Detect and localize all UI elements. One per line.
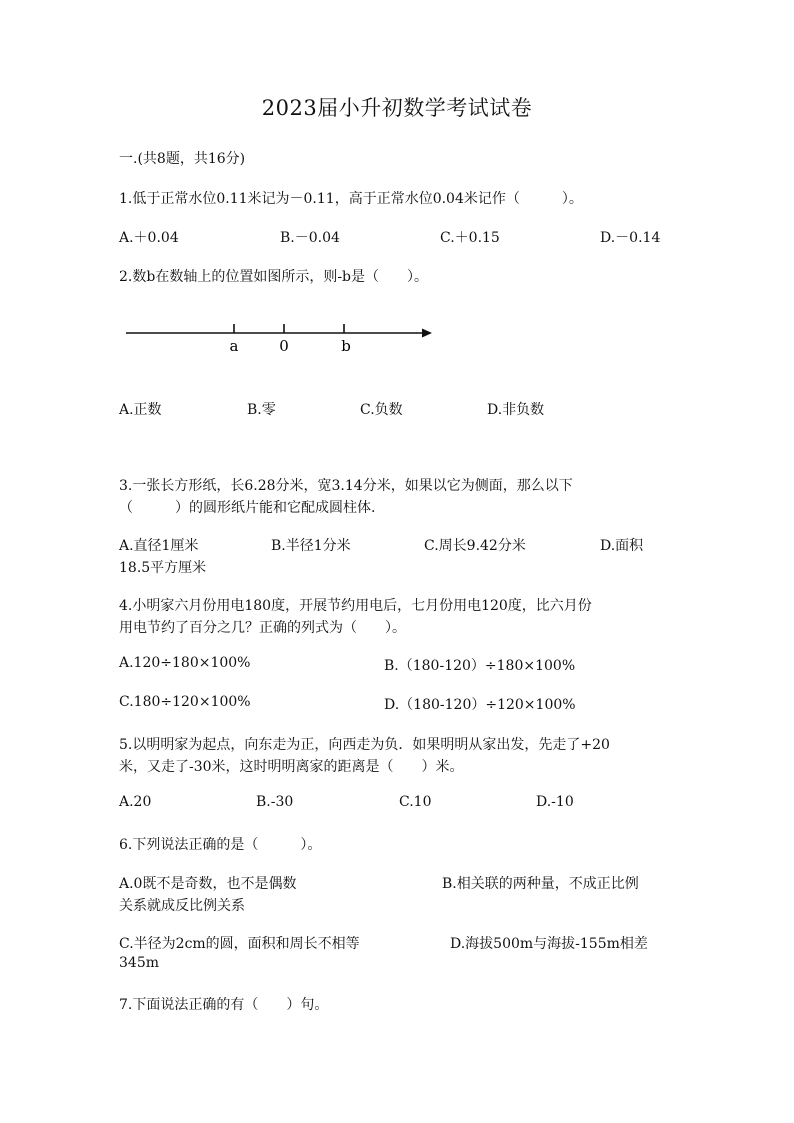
question-2-option-d: D.非负数	[487, 402, 545, 418]
question-6-option-c: C.半径为2cm的圆，面积和周长不相等	[119, 936, 360, 952]
question-3-option-b: B.半径1分米	[271, 538, 351, 554]
question-4-option-d: D.（180-120）÷120×100%	[384, 697, 576, 713]
question-5-option-c: C.10	[399, 794, 432, 810]
question-1-option-b: B.－0.04	[280, 230, 340, 246]
question-3-stem-line1: 3.一张长方形纸，长6.28分米，宽3.14分米，如果以它为侧面，那么以下	[119, 478, 573, 494]
question-5-option-b: B.-30	[256, 794, 294, 810]
question-2-option-c: C.负数	[360, 402, 403, 418]
question-2-option-a: A.正数	[119, 402, 162, 418]
question-4-stem-line2: 用电节约了百分之几？正确的列式为（ ）。	[119, 620, 406, 636]
number-line-arrow	[422, 329, 432, 338]
number-line-figure	[120, 318, 440, 358]
question-6-option-b: B.相关联的两种量，不成正比例	[442, 876, 639, 892]
section-heading: 一.(共8题，共16分)	[119, 151, 246, 167]
question-3-option-d-continued: 18.5平方厘米	[119, 560, 207, 576]
question-1-stem: 1.低于正常水位0.11米记为－0.11，高于正常水位0.04米记作（ ）。	[119, 191, 583, 207]
question-5-option-a: A.20	[119, 794, 152, 810]
question-6-option-a: A.0既不是奇数，也不是偶数	[119, 876, 297, 892]
question-6-stem: 6.下列说法正确的是（ ）。	[119, 837, 322, 853]
question-6-option-d: D.海拔500m与海拔-155m相差	[450, 936, 648, 952]
axis-label-b: b	[341, 337, 351, 355]
question-1-option-c: C.＋0.15	[440, 230, 500, 246]
question-2-option-b: B.零	[247, 402, 276, 418]
question-4-option-b: B.（180-120）÷180×100%	[384, 658, 576, 674]
question-4-option-a: A.120÷180×100%	[119, 655, 251, 671]
question-1-option-d: D.－0.14	[600, 230, 661, 246]
question-4-stem-line1: 4.小明家六月份用电180度，开展节约用电后，七月份用电120度，比六月份	[119, 598, 592, 614]
question-3-option-c: C.周长9.42分米	[424, 538, 526, 554]
question-6-option-d-continued: 345m	[119, 955, 159, 971]
question-3-stem-line2: （ ）的圆形纸片能和它配成圆柱体.	[119, 500, 376, 516]
page-title: 2023届小升初数学考试试卷	[261, 96, 533, 120]
axis-label-zero: 0	[279, 337, 289, 355]
question-2-stem: 2.数b在数轴上的位置如图所示，则-b是（ ）。	[119, 269, 429, 285]
question-4-option-c: C.180÷120×100%	[119, 694, 251, 710]
axis-label-a: a	[229, 337, 239, 355]
question-6-option-b-continued: 关系就成反比例关系	[119, 898, 245, 914]
question-1-option-a: A.＋0.04	[119, 230, 179, 246]
question-5-stem-line2: 米，又走了-30米，这时明明离家的距离是（ ）米。	[119, 759, 464, 775]
question-3-option-d: D.面积	[600, 538, 644, 554]
question-7-stem: 7.下面说法正确的有（ ）句。	[119, 997, 329, 1013]
question-3-option-a: A.直径1厘米	[119, 538, 199, 554]
question-5-option-d: D.-10	[536, 794, 574, 810]
question-5-stem-line1: 5.以明明家为起点，向东走为正，向西走为负．如果明明从家出发，先走了+20	[119, 737, 610, 753]
